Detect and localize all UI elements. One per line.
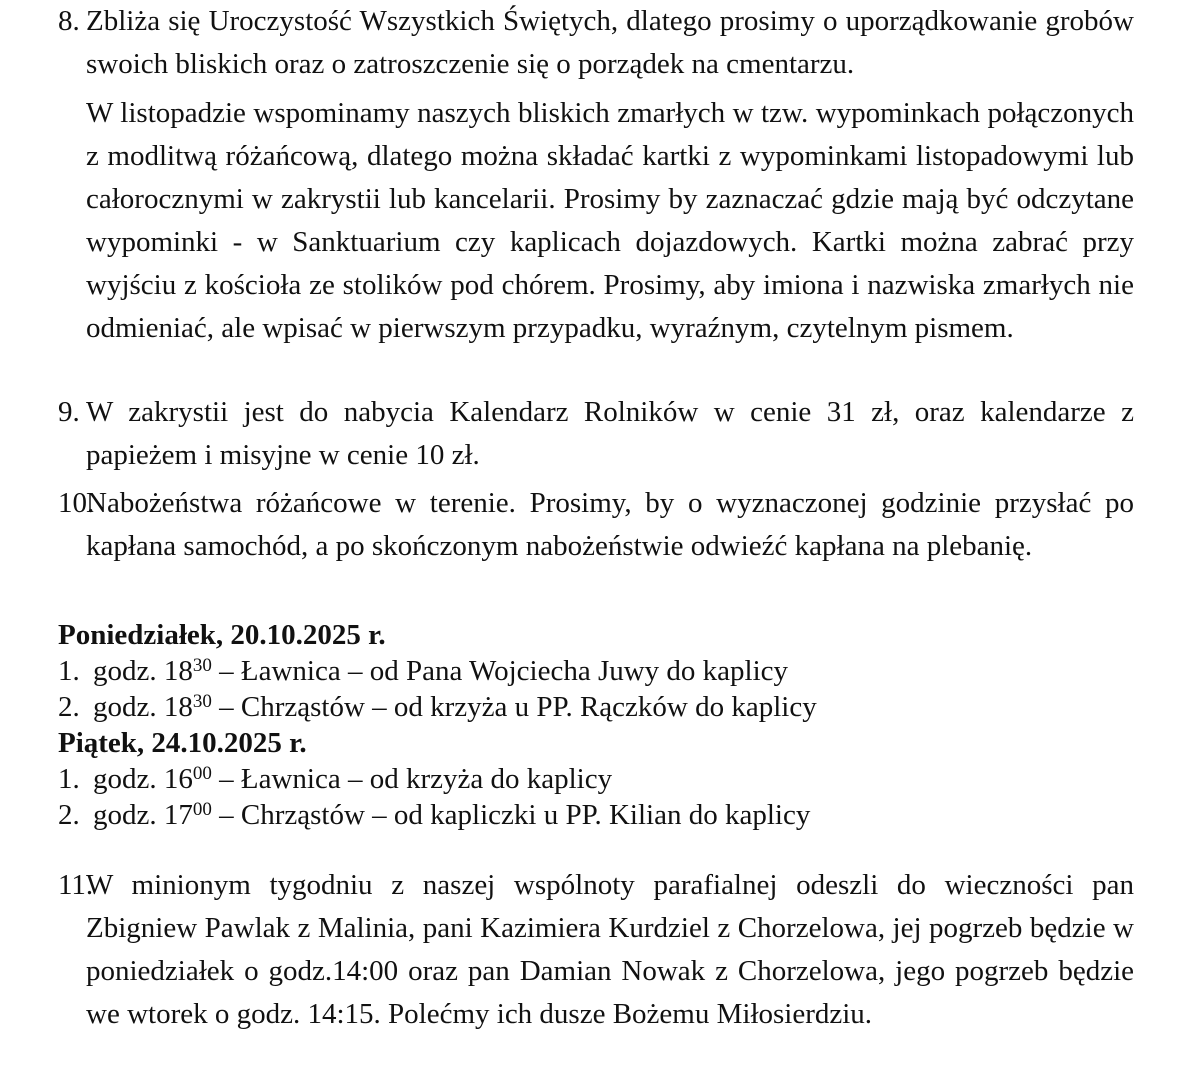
schedule-entry: 2. godz. $17^{00}$ – Chrząstów – od kapliczki u PP. Kilian do kaplicy [58, 799, 811, 831]
item-text: W minionym tygodniu z naszej wspólnoty parafialnej odeszli do wieczności pan Zbigniew Pawlak z Malinia, pani Kazimiera Kurdziel z Chorzelowa, jej pogrzeb będzie w poniedziałek o godz.14:00 oraz pan Damian Nowak z Chorzelowa, jego pogrzeb będzie we wtorek o godz. 14:15. Polećmy ich dusze Bożemu Miłosierdziu. [86, 869, 1134, 1030]
schedule-heading-monday: Poniedziałek, 20.10.2025 r. [58, 619, 386, 651]
schedule-entry: 1. godz. $16^{00}$ – Ławnica – od krzyża do kaplicy [58, 763, 613, 795]
item-paragraph: W listopadzie wspominamy naszych bliskich zmarłych w tzw. wypominkach połączonych z modlitwą różańcową, dlatego można składać kartki z wypominkami listopadowymi lub całorocznymi w zakrystii lub kancelarii. Prosimy by zaznaczać gdzie mają być odczytane wypominki - w Sanktuarium czy kaplicach dojazdowych. Kartki można zabrać przy wyjściu z kościoła ze stolików pod chórem. Prosimy, aby imiona i nazwiska zmarłych nie odmieniać, ale wpisać w pierwszym przypadku, wyraźnym, czytelnym pismem. [86, 97, 1134, 344]
announcement-item-8 [58, 0, 1134, 350]
item-paragraph: Zbliża się Uroczystość Wszystkich Świętych, dlatego prosimy o uporządkowanie grobów swoich bliskich oraz o zatroszczenie się o porządek na cmentarzu. [86, 5, 1134, 80]
schedule-entry: 1. godz. $18^{30}$ – Ławnica – od Pana Wojciecha Juwy do kaplicy [58, 655, 789, 687]
item-number: 8. [58, 5, 80, 37]
item-number: 11. [58, 869, 94, 901]
item-number: 9. [58, 396, 80, 428]
schedule-heading-friday: Piątek, 24.10.2025 r. [58, 727, 307, 759]
item-number: 10. [58, 487, 95, 519]
announcement-item-10 [58, 482, 1134, 568]
item-text: W zakrystii jest do nabycia Kalendarz Rolników w cenie 31 zł, oraz kalendarze z papieżem i misyjne w cenie 10 zł. [86, 396, 1134, 471]
schedule-entry: 2. godz. $18^{30}$ – Chrząstów – od krzyża u PP. Rączków do kaplicy [58, 691, 817, 723]
announcement-item-11 [58, 864, 1134, 1036]
item-text: Nabożeństwa różańcowe w terenie. Prosimy, by o wyznaczonej godzinie przysłać po kapłana samochód, a po skończonym nabożeństwie odwieźć kapłana na plebanię. [86, 487, 1134, 562]
announcement-item-9 [58, 391, 1134, 477]
